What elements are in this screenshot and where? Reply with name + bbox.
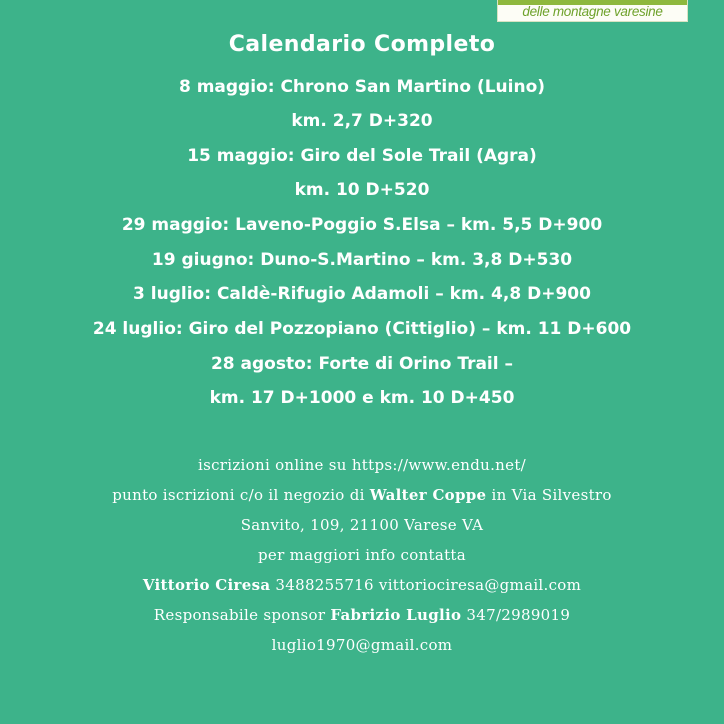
sponsor-name: Fabrizio Luglio — [330, 606, 462, 624]
calendar-line: 3 luglio: Caldè-Rifugio Adamoli – km. 4,8 D+900 — [133, 284, 591, 304]
contact-text — [0, 576, 724, 594]
calendar-title: Calendario Completo — [228, 32, 496, 57]
calendar-line: 24 luglio: Giro del Pozzopiano (Cittiglio) – km. 11 D+600 — [92, 319, 632, 339]
sponsor-email-text: luglio1970@gmail.com — [271, 636, 453, 654]
contact-intro-text: per maggiori info contatta — [257, 546, 467, 564]
logo-text: delle montagne varesine — [522, 4, 663, 19]
shop-name: Walter Coppe — [369, 486, 487, 504]
calendar-line: 19 giugno: Duno-S.Martino – km. 3,8 D+530 — [151, 250, 573, 270]
calendar-line: 15 maggio: Giro del Sole Trail (Agra) — [187, 146, 537, 166]
registration-point-prefix: punto iscrizioni c/o il negozio di — [112, 486, 370, 504]
calendar-line: km. 17 D+1000 e km. 10 D+450 — [209, 388, 515, 408]
online-registration-text: iscrizioni online su https://www.endu.net/ — [197, 456, 526, 474]
sponsor-phone: 347/2989019 — [461, 606, 571, 624]
address-text: Sanvito, 109, 21100 Varese VA — [240, 516, 484, 534]
calendar-line: 8 maggio: Chrono San Martino (Luino) — [178, 77, 546, 97]
calendar-line: km. 10 D+520 — [294, 180, 430, 200]
calendar-line: 29 maggio: Laveno-Poggio S.Elsa – km. 5,5 D+900 — [121, 215, 603, 235]
calendar-line: km. 2,7 D+320 — [291, 111, 433, 131]
calendar-line: 28 agosto: Forte di Orino Trail – — [210, 354, 514, 374]
contact-name: Vittorio Ciresa — [142, 576, 271, 594]
registration-point-text — [0, 486, 724, 504]
registration-point-suffix: in Via Silvestro — [486, 486, 612, 504]
logo — [497, 0, 688, 22]
sponsor-text — [0, 606, 724, 624]
sponsor-prefix: Responsabile sponsor — [153, 606, 331, 624]
contact-details: 3488255716 vittoriociresa@gmail.com — [270, 576, 582, 594]
